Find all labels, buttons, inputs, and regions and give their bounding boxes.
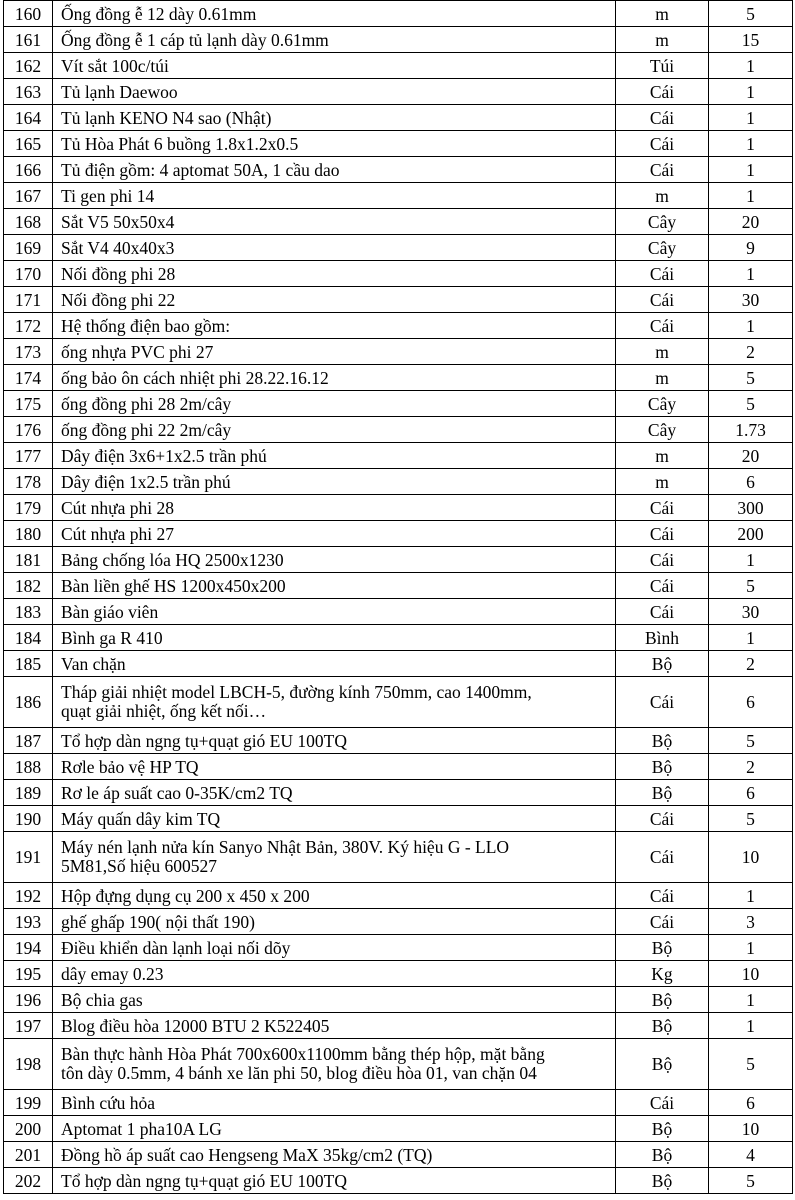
table-row <box>4 935 793 961</box>
item-unit: Bộ <box>616 754 709 780</box>
table-row <box>4 961 793 987</box>
item-quantity: 1 <box>709 987 793 1013</box>
item-quantity: 5 <box>709 1 793 27</box>
item-name: Tủ điện gồm: 4 aptomat 50A, 1 cầu dao <box>53 157 616 183</box>
item-number: 172 <box>4 313 53 339</box>
item-number: 178 <box>4 469 53 495</box>
item-unit: Cái <box>616 832 709 883</box>
item-unit: m <box>616 469 709 495</box>
item-quantity: 1 <box>709 261 793 287</box>
table-row <box>4 1039 793 1090</box>
item-number: 188 <box>4 754 53 780</box>
item-number: 193 <box>4 909 53 935</box>
table-row <box>4 209 793 235</box>
item-unit: m <box>616 339 709 365</box>
item-number: 170 <box>4 261 53 287</box>
item-name: Blog điều hòa 12000 BTU 2 K522405 <box>53 1013 616 1039</box>
item-quantity: 1 <box>709 105 793 131</box>
table-row <box>4 987 793 1013</box>
item-number: 165 <box>4 131 53 157</box>
item-name: Rơle bảo vệ HP TQ <box>53 754 616 780</box>
item-number: 182 <box>4 573 53 599</box>
table-row <box>4 417 793 443</box>
item-number: 176 <box>4 417 53 443</box>
table-row <box>4 105 793 131</box>
item-unit: Cái <box>616 909 709 935</box>
item-name <box>53 677 616 728</box>
item-number: 173 <box>4 339 53 365</box>
item-number: 181 <box>4 547 53 573</box>
item-quantity: 10 <box>709 961 793 987</box>
item-number: 179 <box>4 495 53 521</box>
item-unit: Bộ <box>616 780 709 806</box>
item-name: Tổ hợp dàn ngng tụ+quạt gió EU 100TQ <box>53 728 616 754</box>
item-quantity: 5 <box>709 1039 793 1090</box>
item-unit: Bộ <box>616 651 709 677</box>
item-unit: Kg <box>616 961 709 987</box>
item-number: 190 <box>4 806 53 832</box>
item-name: Tổ hợp dàn ngng tụ+quạt gió EU 100TQ <box>53 1168 616 1194</box>
item-quantity: 1 <box>709 883 793 909</box>
table-row <box>4 599 793 625</box>
item-number: 189 <box>4 780 53 806</box>
item-name: Rơ le áp suất cao 0-35K/cm2 TQ <box>53 780 616 806</box>
item-quantity: 5 <box>709 365 793 391</box>
item-number: 195 <box>4 961 53 987</box>
item-name: ống bảo ôn cách nhiệt phi 28.22.16.12 <box>53 365 616 391</box>
item-name: Bảng chống lóa HQ 2500x1230 <box>53 547 616 573</box>
item-unit: Cái <box>616 495 709 521</box>
item-name-line: tôn dày 0.5mm, 4 bánh xe lăn phi 50, blog điều hòa 01, van chặn 04 <box>61 1063 537 1083</box>
item-name: Cút nhựa phi 27 <box>53 521 616 547</box>
table-row <box>4 1116 793 1142</box>
item-name: Đồng hồ áp suất cao Hengseng MaX 35kg/cm2 (TQ) <box>53 1142 616 1168</box>
table-row <box>4 391 793 417</box>
item-name: Hộp đựng dụng cụ 200 x 450 x 200 <box>53 883 616 909</box>
item-unit: Bộ <box>616 987 709 1013</box>
table-row <box>4 1 793 27</box>
item-unit: Cái <box>616 573 709 599</box>
item-unit: Cây <box>616 235 709 261</box>
item-quantity: 3 <box>709 909 793 935</box>
item-quantity: 1 <box>709 1013 793 1039</box>
item-number: 168 <box>4 209 53 235</box>
table-row <box>4 157 793 183</box>
table-row <box>4 469 793 495</box>
item-number: 197 <box>4 1013 53 1039</box>
item-name: Sắt V5 50x50x4 <box>53 209 616 235</box>
item-quantity: 300 <box>709 495 793 521</box>
table-row <box>4 651 793 677</box>
table-row <box>4 754 793 780</box>
item-unit: m <box>616 183 709 209</box>
item-name: Dây điện 3x6+1x2.5 trần phú <box>53 443 616 469</box>
item-quantity: 4 <box>709 1142 793 1168</box>
item-name: Bình cứu hỏa <box>53 1090 616 1116</box>
item-number: 161 <box>4 27 53 53</box>
item-name: Dây điện 1x2.5 trần phú <box>53 469 616 495</box>
item-name: Ống đồng ễ 1 cáp tủ lạnh dày 0.61mm <box>53 27 616 53</box>
item-number: 191 <box>4 832 53 883</box>
item-quantity: 1 <box>709 183 793 209</box>
equipment-table <box>3 0 793 1194</box>
item-quantity: 6 <box>709 677 793 728</box>
item-unit: Bình <box>616 625 709 651</box>
item-unit: Cái <box>616 157 709 183</box>
item-quantity: 5 <box>709 728 793 754</box>
item-number: 166 <box>4 157 53 183</box>
item-quantity: 1 <box>709 79 793 105</box>
item-name <box>53 832 616 883</box>
item-quantity: 6 <box>709 1090 793 1116</box>
item-unit: Bộ <box>616 935 709 961</box>
item-name: Ống đồng ễ 12 dày 0.61mm <box>53 1 616 27</box>
item-unit: Cái <box>616 313 709 339</box>
item-name: Nối đồng phi 22 <box>53 287 616 313</box>
item-unit: Bộ <box>616 1039 709 1090</box>
table-row <box>4 79 793 105</box>
item-unit: Bộ <box>616 1168 709 1194</box>
item-quantity: 1.73 <box>709 417 793 443</box>
item-number: 185 <box>4 651 53 677</box>
item-number: 162 <box>4 53 53 79</box>
item-unit: Cái <box>616 806 709 832</box>
item-name: Máy quấn dây kim TQ <box>53 806 616 832</box>
item-unit: m <box>616 1 709 27</box>
item-number: 171 <box>4 287 53 313</box>
item-number: 184 <box>4 625 53 651</box>
table-row <box>4 806 793 832</box>
item-number: 202 <box>4 1168 53 1194</box>
item-quantity: 200 <box>709 521 793 547</box>
item-unit: Cái <box>616 599 709 625</box>
item-name: Van chặn <box>53 651 616 677</box>
item-unit: Cái <box>616 287 709 313</box>
table-row <box>4 909 793 935</box>
item-unit: Bộ <box>616 728 709 754</box>
item-unit: m <box>616 443 709 469</box>
item-number: 174 <box>4 365 53 391</box>
table-row <box>4 883 793 909</box>
item-name: Tủ lạnh Daewoo <box>53 79 616 105</box>
item-unit: Cái <box>616 261 709 287</box>
table-row <box>4 521 793 547</box>
item-unit: m <box>616 365 709 391</box>
item-number: 196 <box>4 987 53 1013</box>
item-name-line: Tháp giải nhiệt model LBCH-5, đường kính 750mm, cao 1400mm, <box>61 682 532 702</box>
item-name: Ti gen phi 14 <box>53 183 616 209</box>
item-quantity: 1 <box>709 935 793 961</box>
table-row <box>4 339 793 365</box>
item-unit: Cây <box>616 391 709 417</box>
table-row <box>4 1142 793 1168</box>
item-name: Sắt V4 40x40x3 <box>53 235 616 261</box>
item-number: 167 <box>4 183 53 209</box>
table-row <box>4 728 793 754</box>
item-name-line: 5M81,Số hiệu 600527 <box>61 856 218 876</box>
item-quantity: 5 <box>709 573 793 599</box>
item-unit: Cái <box>616 547 709 573</box>
table-row <box>4 780 793 806</box>
table-row <box>4 547 793 573</box>
item-name-line: quạt giải nhiệt, ống kết nối… <box>61 701 267 721</box>
item-name: Tủ lạnh KENO N4 sao (Nhật) <box>53 105 616 131</box>
item-name: Bộ chia gas <box>53 987 616 1013</box>
item-quantity: 6 <box>709 469 793 495</box>
item-number: 187 <box>4 728 53 754</box>
table-row <box>4 1090 793 1116</box>
item-unit: Bộ <box>616 1142 709 1168</box>
item-name: ống đồng phi 22 2m/cây <box>53 417 616 443</box>
item-name: Tủ Hòa Phát 6 buồng 1.8x1.2x0.5 <box>53 131 616 157</box>
table-row <box>4 573 793 599</box>
item-unit: Cái <box>616 105 709 131</box>
item-quantity: 20 <box>709 209 793 235</box>
item-number: 183 <box>4 599 53 625</box>
item-unit: Cây <box>616 209 709 235</box>
table-row <box>4 1168 793 1194</box>
table-row <box>4 677 793 728</box>
item-quantity: 1 <box>709 313 793 339</box>
table-row <box>4 1013 793 1039</box>
item-number: 200 <box>4 1116 53 1142</box>
table-row <box>4 495 793 521</box>
table-row <box>4 313 793 339</box>
item-name-line: Bàn thực hành Hòa Phát 700x600x1100mm bằng thép hộp, mặt bằng <box>61 1044 545 1064</box>
item-name-line: Máy nén lạnh nửa kín Sanyo Nhật Bản, 380V. Ký hiệu G - LLO <box>61 837 510 857</box>
item-name: Nối đồng phi 28 <box>53 261 616 287</box>
item-quantity: 1 <box>709 157 793 183</box>
item-name: Điều khiển dàn lạnh loại nối dõy <box>53 935 616 961</box>
item-number: 180 <box>4 521 53 547</box>
item-name: dây emay 0.23 <box>53 961 616 987</box>
table-row <box>4 625 793 651</box>
item-unit: Cái <box>616 677 709 728</box>
item-quantity: 2 <box>709 651 793 677</box>
item-quantity: 2 <box>709 339 793 365</box>
table-row <box>4 261 793 287</box>
item-unit: Cái <box>616 131 709 157</box>
item-quantity: 20 <box>709 443 793 469</box>
item-name <box>53 1039 616 1090</box>
item-number: 163 <box>4 79 53 105</box>
table-row <box>4 287 793 313</box>
item-quantity: 10 <box>709 832 793 883</box>
item-name: Bình ga R 410 <box>53 625 616 651</box>
item-unit: Cái <box>616 521 709 547</box>
item-unit: Bộ <box>616 1013 709 1039</box>
item-quantity: 1 <box>709 625 793 651</box>
item-unit: Bộ <box>616 1116 709 1142</box>
item-name: Aptomat 1 pha10A LG <box>53 1116 616 1142</box>
item-number: 201 <box>4 1142 53 1168</box>
item-quantity: 10 <box>709 1116 793 1142</box>
table-row <box>4 832 793 883</box>
item-number: 175 <box>4 391 53 417</box>
item-quantity: 2 <box>709 754 793 780</box>
table-row <box>4 131 793 157</box>
item-number: 199 <box>4 1090 53 1116</box>
item-unit: Cái <box>616 79 709 105</box>
item-name: Cút nhựa phi 28 <box>53 495 616 521</box>
table-body <box>4 1 793 1194</box>
item-name: Bàn giáo viên <box>53 599 616 625</box>
item-unit: Cây <box>616 417 709 443</box>
item-quantity: 5 <box>709 806 793 832</box>
table-row <box>4 235 793 261</box>
table-row <box>4 183 793 209</box>
item-name: Bàn liền ghế HS 1200x450x200 <box>53 573 616 599</box>
item-name: ghế ghấp 190( nội thất 190) <box>53 909 616 935</box>
item-number: 198 <box>4 1039 53 1090</box>
item-name: ống đồng phi 28 2m/cây <box>53 391 616 417</box>
item-quantity: 1 <box>709 131 793 157</box>
item-number: 169 <box>4 235 53 261</box>
item-quantity: 5 <box>709 391 793 417</box>
item-number: 164 <box>4 105 53 131</box>
item-name: Vít sắt 100c/túi <box>53 53 616 79</box>
item-number: 160 <box>4 1 53 27</box>
table-row <box>4 27 793 53</box>
item-name: Hệ thống điện bao gồm: <box>53 313 616 339</box>
item-name: ống nhựa PVC phi 27 <box>53 339 616 365</box>
item-unit: Cái <box>616 883 709 909</box>
item-quantity: 15 <box>709 27 793 53</box>
item-number: 194 <box>4 935 53 961</box>
item-quantity: 30 <box>709 599 793 625</box>
item-unit: m <box>616 27 709 53</box>
item-number: 192 <box>4 883 53 909</box>
item-number: 177 <box>4 443 53 469</box>
table-row <box>4 365 793 391</box>
item-quantity: 1 <box>709 547 793 573</box>
item-quantity: 9 <box>709 235 793 261</box>
table-row <box>4 443 793 469</box>
item-number: 186 <box>4 677 53 728</box>
item-quantity: 5 <box>709 1168 793 1194</box>
item-unit: Túi <box>616 53 709 79</box>
table-row <box>4 53 793 79</box>
item-unit: Cái <box>616 1090 709 1116</box>
item-quantity: 1 <box>709 53 793 79</box>
item-quantity: 6 <box>709 780 793 806</box>
item-quantity: 30 <box>709 287 793 313</box>
